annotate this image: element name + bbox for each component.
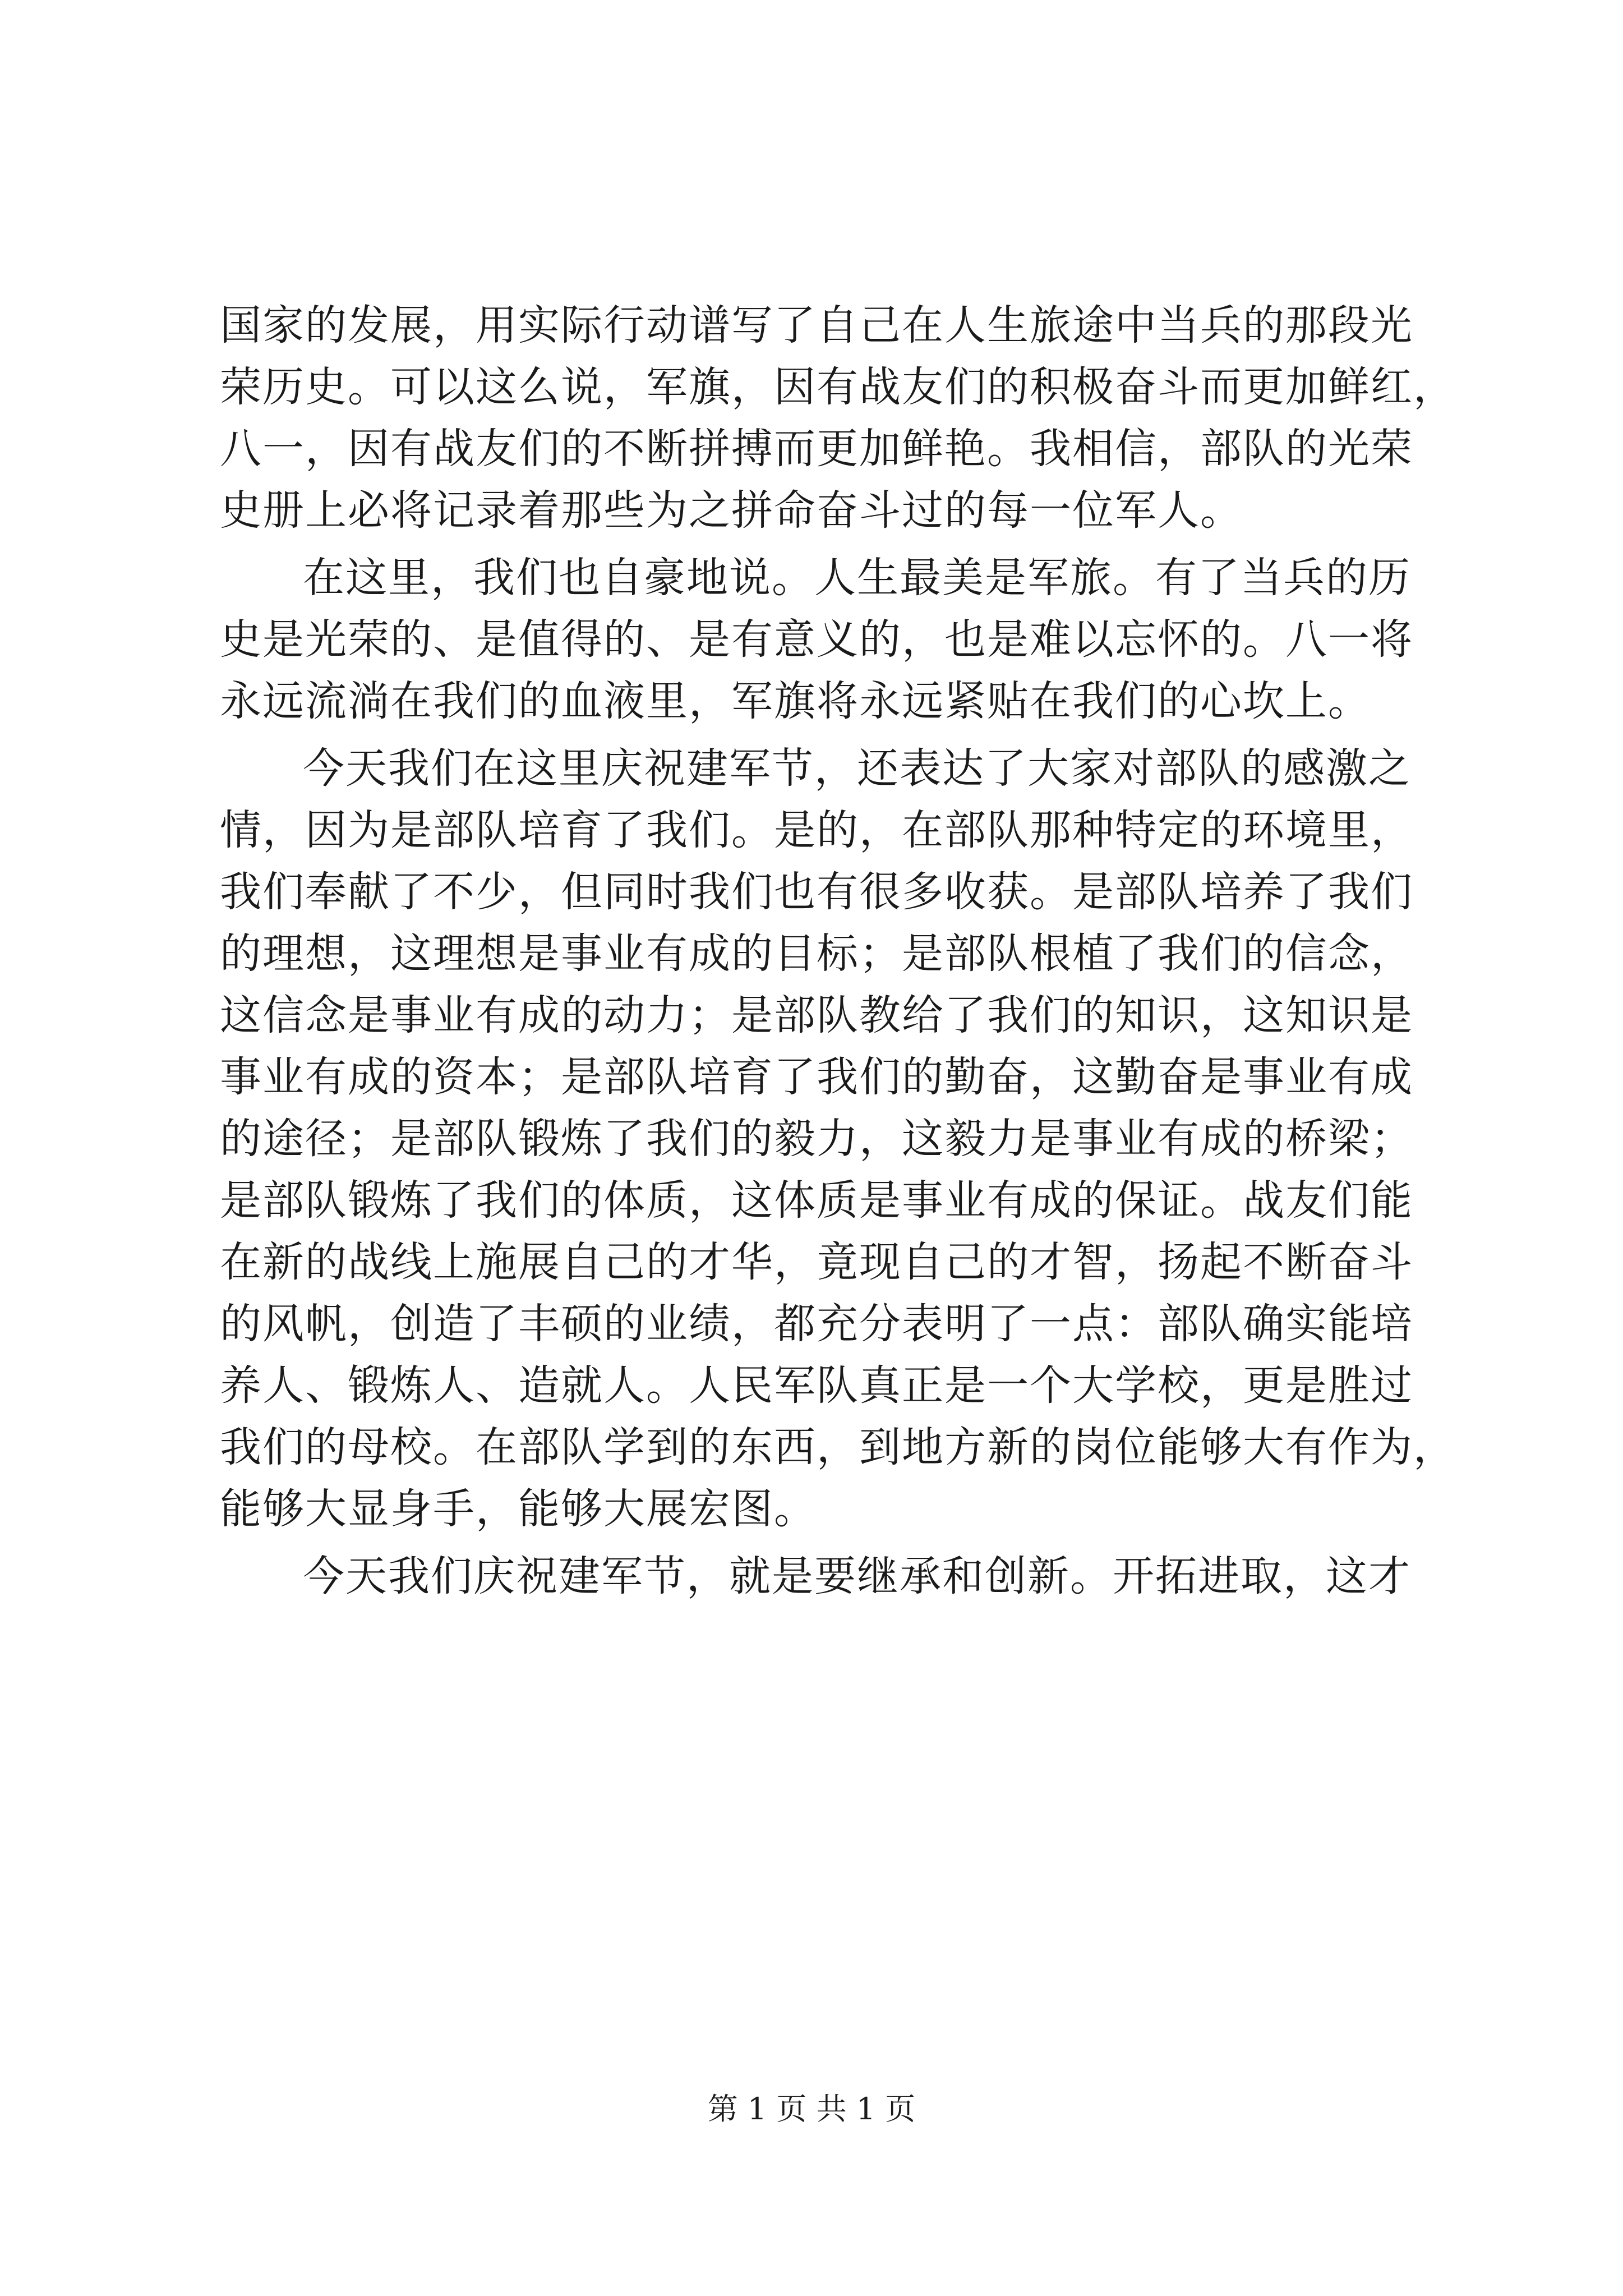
paragraph-first-line: 今天我们在这里庆祝建军节，还表达了大家对部队的感激之 <box>303 744 1411 793</box>
text-line: 我们奉献了不少，但同时我们也有很多收获。是部队培养了我们 <box>220 868 1413 916</box>
text-line: 是部队锻炼了我们的体质，这体质是事业有成的保证。战友们能 <box>220 1176 1413 1225</box>
text-line: 事业有成的资本；是部队培育了我们的勤奋，这勤奋是事业有成 <box>220 1053 1413 1101</box>
text-line: 情，因为是部队培育了我们。是的，在部队那种特定的环境里， <box>220 806 1413 854</box>
text-line: 这信念是事业有成的动力；是部队教给了我们的知识，这知识是 <box>220 991 1413 1039</box>
paragraph-first-line: 在这里，我们也自豪地说。人生最美是军旅。有了当兵的历 <box>303 554 1411 602</box>
paragraph-first-line: 今天我们庆祝建军节，就是要继承和创新。开拓进取，这才 <box>303 1552 1411 1600</box>
text-line: 的风帆，创造了丰硕的业绩，都充分表明了一点：部队确实能培 <box>220 1300 1413 1348</box>
text-line: 国家的发展，用实际行动谱写了自己在人生旅途中当兵的那段光 <box>220 301 1413 349</box>
text-line: 养人、锻炼人、造就人。人民军队真正是一个大学校，更是胜过 <box>220 1361 1413 1410</box>
text-line: 永远流淌在我们的血液里，军旗将永远紧贴在我们的心坎上。 <box>220 677 1371 725</box>
text-line: 八一，因有战友们的不断拼搏而更加鲜艳。我相信，部队的光荣 <box>220 425 1413 473</box>
text-line: 在新的战线上施展自己的才华，竟现自己的才智，扬起不断奋斗 <box>220 1238 1413 1286</box>
text-line: 能够大显身手，能够大展宏图。 <box>220 1485 817 1533</box>
text-line: 的途径；是部队锻炼了我们的毅力，这毅力是事业有成的桥梁； <box>220 1115 1413 1163</box>
text-line: 的理想，这理想是事业有成的目标；是部队根植了我们的信念， <box>220 930 1413 978</box>
text-line: 史册上必将记录着那些为之拼命奋斗过的每一位军人。 <box>220 486 1243 535</box>
page-footer: 第 1 页 共 1 页 <box>707 2091 916 2127</box>
text-line: 我们的母校。在部队学到的东西，到地方新的岗位能够大有作为， <box>220 1423 1456 1471</box>
text-line: 荣历史。可以这么说，军旗，因有战友们的积极奋斗而更加鲜红， <box>220 363 1456 411</box>
text-line: 史是光荣的、是值得的、是有意义的，也是难以忘怀的。八一将 <box>220 615 1413 664</box>
